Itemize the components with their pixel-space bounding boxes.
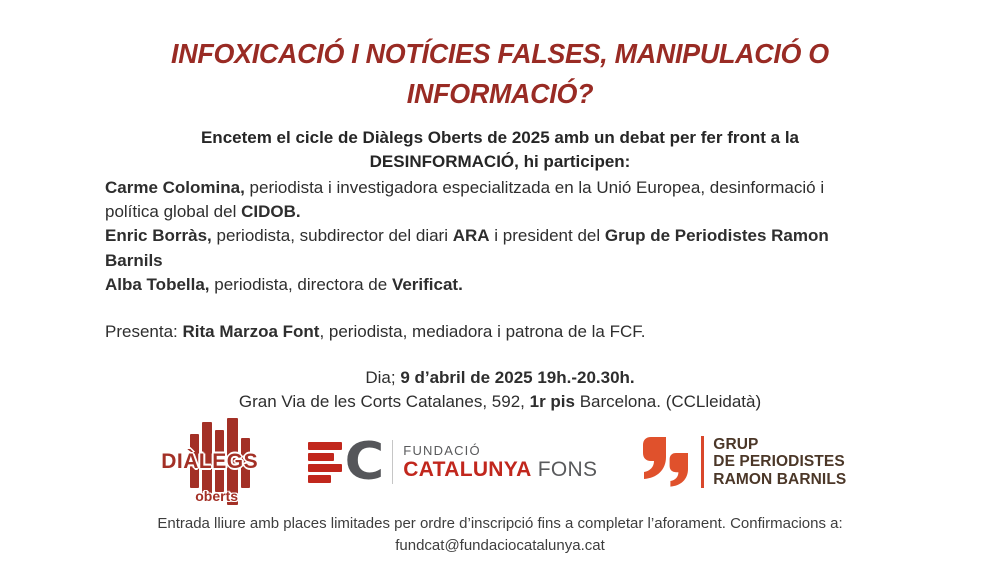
dialegs-oberts-logo (154, 418, 266, 506)
logos-row (0, 418, 1000, 506)
footer-line-1: Entrada lliure amb places limitades per ordre d’inscripció fins a completar l’aforament. Confirmacions a: (157, 515, 843, 533)
participant-enric-borras-line2: Barnils (105, 250, 163, 270)
fc-label-catalunya: CATALUNYA (403, 457, 532, 481)
fc-divider (392, 440, 393, 484)
barnils-line-2: DE PERIODISTES (713, 453, 845, 471)
event-address: Gran Via de les Corts Catalanes, 592, 1r pis Barcelona. (CCLleidatà) (238, 392, 762, 412)
title-line-1: INFOXICACIÓ I NOTÍCIES FALSES, MANIPULACIÓ O (171, 38, 829, 69)
barnils-line-3: RAMON BARNILS (713, 470, 847, 488)
fc-label-fundacio: FUNDACIÓ (403, 442, 481, 458)
fundacio-catalunya-fons-logo (308, 432, 598, 492)
fc-wordmark (403, 443, 597, 482)
participants-list (0, 176, 1000, 297)
event-date: Dia; 9 d’abril de 2025 19h.-20.30h. (365, 368, 635, 388)
participant-alba-tobella: Alba Tobella, periodista, directora de Verificat. (105, 274, 463, 294)
footer-note (0, 513, 1000, 557)
participant-carme-colomina-line1: Carme Colomina, periodista i investigadora especialitzada en la Unió Europea, desinformació i (105, 178, 825, 197)
intro-line-1: Encetem el cicle de Diàlegs Oberts de 2025 amb un debat per fer front a la (200, 128, 800, 147)
fc-stripes-icon (308, 442, 342, 483)
dialegs-logo-subtext: oberts (195, 488, 239, 505)
intro-line-2: DESINFORMACIÓ, hi participen: (369, 152, 631, 171)
barnils-divider (701, 436, 704, 488)
dialegs-logo-text: DIÀLEGS (161, 450, 259, 474)
participant-carme-colomina-line2: política global del CIDOB. (105, 202, 301, 222)
ramon-barnils-logo (639, 427, 846, 497)
presenter-line: Presenta: Rita Marzoa Font, periodista, mediadora i patrona de la FCF. (105, 322, 646, 342)
participant-enric-borras-line1: Enric Borràs, periodista, subdirector del diari ARA i president del Grup de Periodistes Ramon (105, 226, 829, 246)
title-line-2: INFORMACIÓ? (406, 78, 594, 109)
fc-monogram-icon (308, 431, 385, 492)
fc-letter-c: C (344, 431, 385, 492)
fc-label-fons: FONS (537, 457, 598, 481)
barnils-line-1: GRUP (713, 435, 759, 453)
intro-text (0, 126, 1000, 174)
fc-label-catalunya-fons (403, 458, 597, 482)
quotation-marks-icon (639, 431, 697, 493)
barnils-wordmark (713, 436, 846, 489)
footer-email: fundcat@fundaciocatalunya.cat (395, 537, 605, 555)
page-title (0, 0, 1000, 114)
